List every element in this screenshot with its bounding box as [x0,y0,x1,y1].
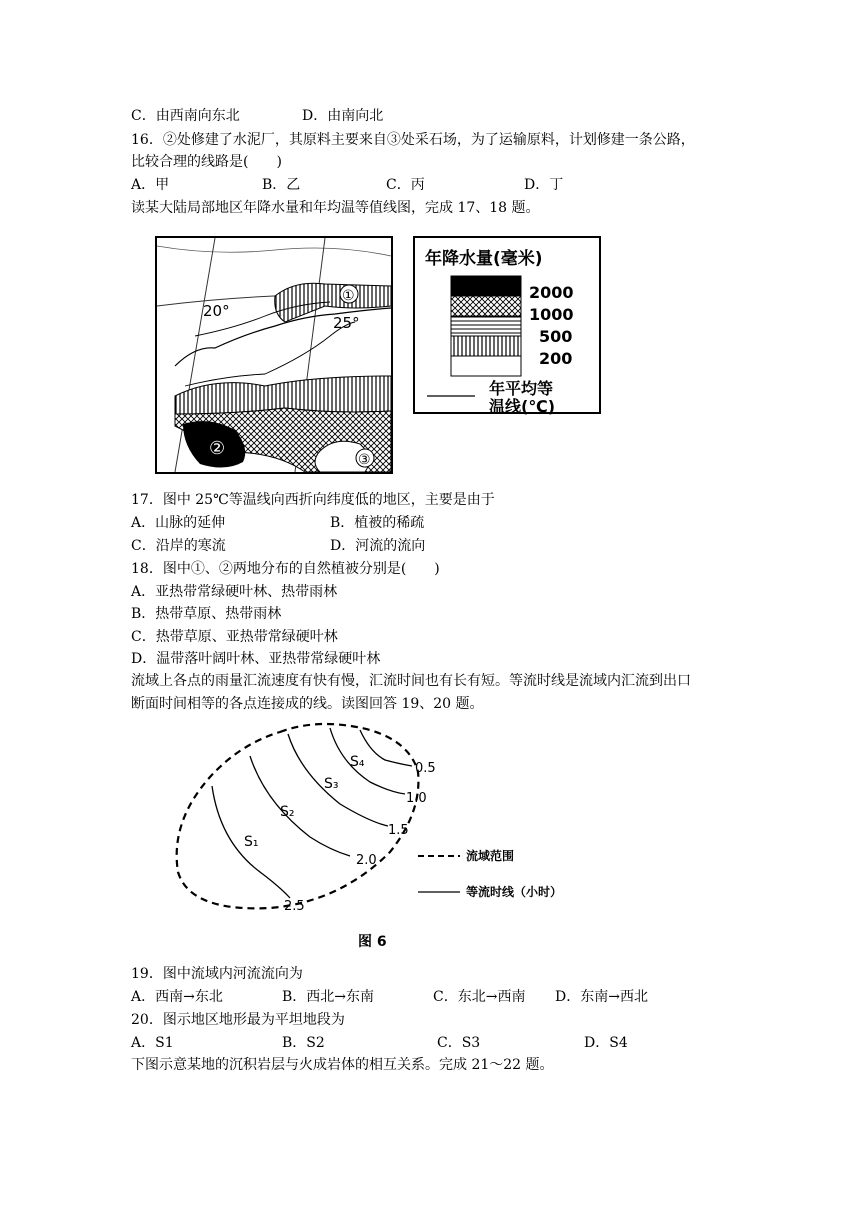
legend-isotherm-line2: 温线(℃) [489,397,556,416]
q17-option-d: D．河流的流向 [330,538,426,554]
legend-value-200: 200 [539,349,573,368]
q20-option-a: A．S1 [131,1035,174,1051]
isochrone-label-1-0: 1.0 [406,791,427,806]
q17-option-c: C．沿岸的寒流 [131,538,226,554]
intro-19-20-line2: 断面时间相等的各点连接成的线。读图回答 19、20 题。 [131,696,484,712]
q16-option-c: C．丙 [386,177,425,193]
q17-stem: 17．图中 25℃等温线向西折向纬度低的地区，主要是由于 [131,492,495,508]
q20-option-b: B．S2 [282,1035,325,1051]
q15-option-d: D．由南向北 [302,108,384,124]
figure-caption: 图 6 [358,934,387,950]
intro-21-22: 下图示意某地的沉积岩层与火成岩体的相互关系。完成 21～22 题。 [131,1057,554,1073]
basin-boundary [177,724,419,908]
legend-value-500: 500 [539,327,573,346]
label-point-1: ① [342,288,355,304]
q16-option-b: B．乙 [262,177,301,193]
label-point-2: ② [209,438,226,459]
q17-option-a: A．山脉的延伸 [131,515,226,531]
legend-isotherm-line1: 年平均等 [489,379,554,398]
zone-label-s3: S₃ [324,776,339,792]
q18-option-c: C．热带草原、亚热带常绿硬叶林 [131,629,338,645]
label-point-3: ③ [358,452,371,468]
q15-option-c: C．由西南向东北 [131,108,240,124]
q16-option-d: D．丁 [524,177,564,193]
q16-stem-line1: 16．②处修建了水泥厂，其原料主要来自③处采石场，为了运输原料，计划修建一条公路， [131,132,695,148]
legend-isochrone-label: 等流时线（小时） [466,885,563,899]
q16-stem-line2: 比较合理的线路是( ) [131,154,282,170]
legend-value-2000: 2000 [529,283,574,302]
label-25-degree: 25° [333,314,360,332]
q20-option-d: D．S4 [584,1035,628,1051]
intro-19-20-line1: 流域上各点的雨量汇流速度有快有慢，汇流时间也有长有短。等流时线是流域内汇流到出口 [131,673,691,689]
isochrone-label-0-5: 0.5 [415,761,436,776]
isochrone-label-1-5: 1.5 [388,823,409,838]
q19-option-b: B．西北→东南 [282,989,375,1005]
q18-option-b: B．热带草原、热带雨林 [131,606,282,622]
zone-label-s4: S₄ [350,754,365,770]
q20-option-c: C．S3 [437,1035,481,1051]
q19-option-a: A．西南→东北 [131,989,223,1005]
intro-17-18: 读某大陆局部地区年降水量和年均温等值线图，完成 17、18 题。 [131,200,540,216]
zone-label-s1: S₁ [244,834,259,850]
q19-stem: 19．图中流域内河流流向为 [131,966,303,982]
precipitation-isotherm-map [155,236,395,476]
q19-option-d: D．东南→西北 [555,989,648,1005]
legend-value-1000: 1000 [529,305,574,324]
isochrone-label-2-0: 2.0 [356,853,377,868]
q18-option-a: A．亚热带常绿硬叶林、热带雨林 [131,584,338,600]
legend-basin-label: 流域范围 [466,849,515,863]
precipitation-legend [413,236,603,416]
isochrone-basin-map [170,722,570,952]
label-20-degree: 20° [203,302,230,320]
q18-option-d: D．温带落叶阔叶林、亚热带常绿硬叶林 [131,651,381,667]
q18-stem: 18．图中①、②两地分布的自然植被分别是( ) [131,561,440,577]
q17-option-b: B．植被的稀疏 [330,515,425,531]
q20-stem: 20．图示地区地形最为平坦地段为 [131,1012,345,1028]
q19-option-c: C．东北→西南 [433,989,526,1005]
zone-label-s2: S₂ [280,804,295,820]
legend-title: 年降水量(毫米) [425,249,543,269]
q16-option-a: A．甲 [131,177,170,193]
isochrone-label-2-5: 2.5 [284,899,305,914]
